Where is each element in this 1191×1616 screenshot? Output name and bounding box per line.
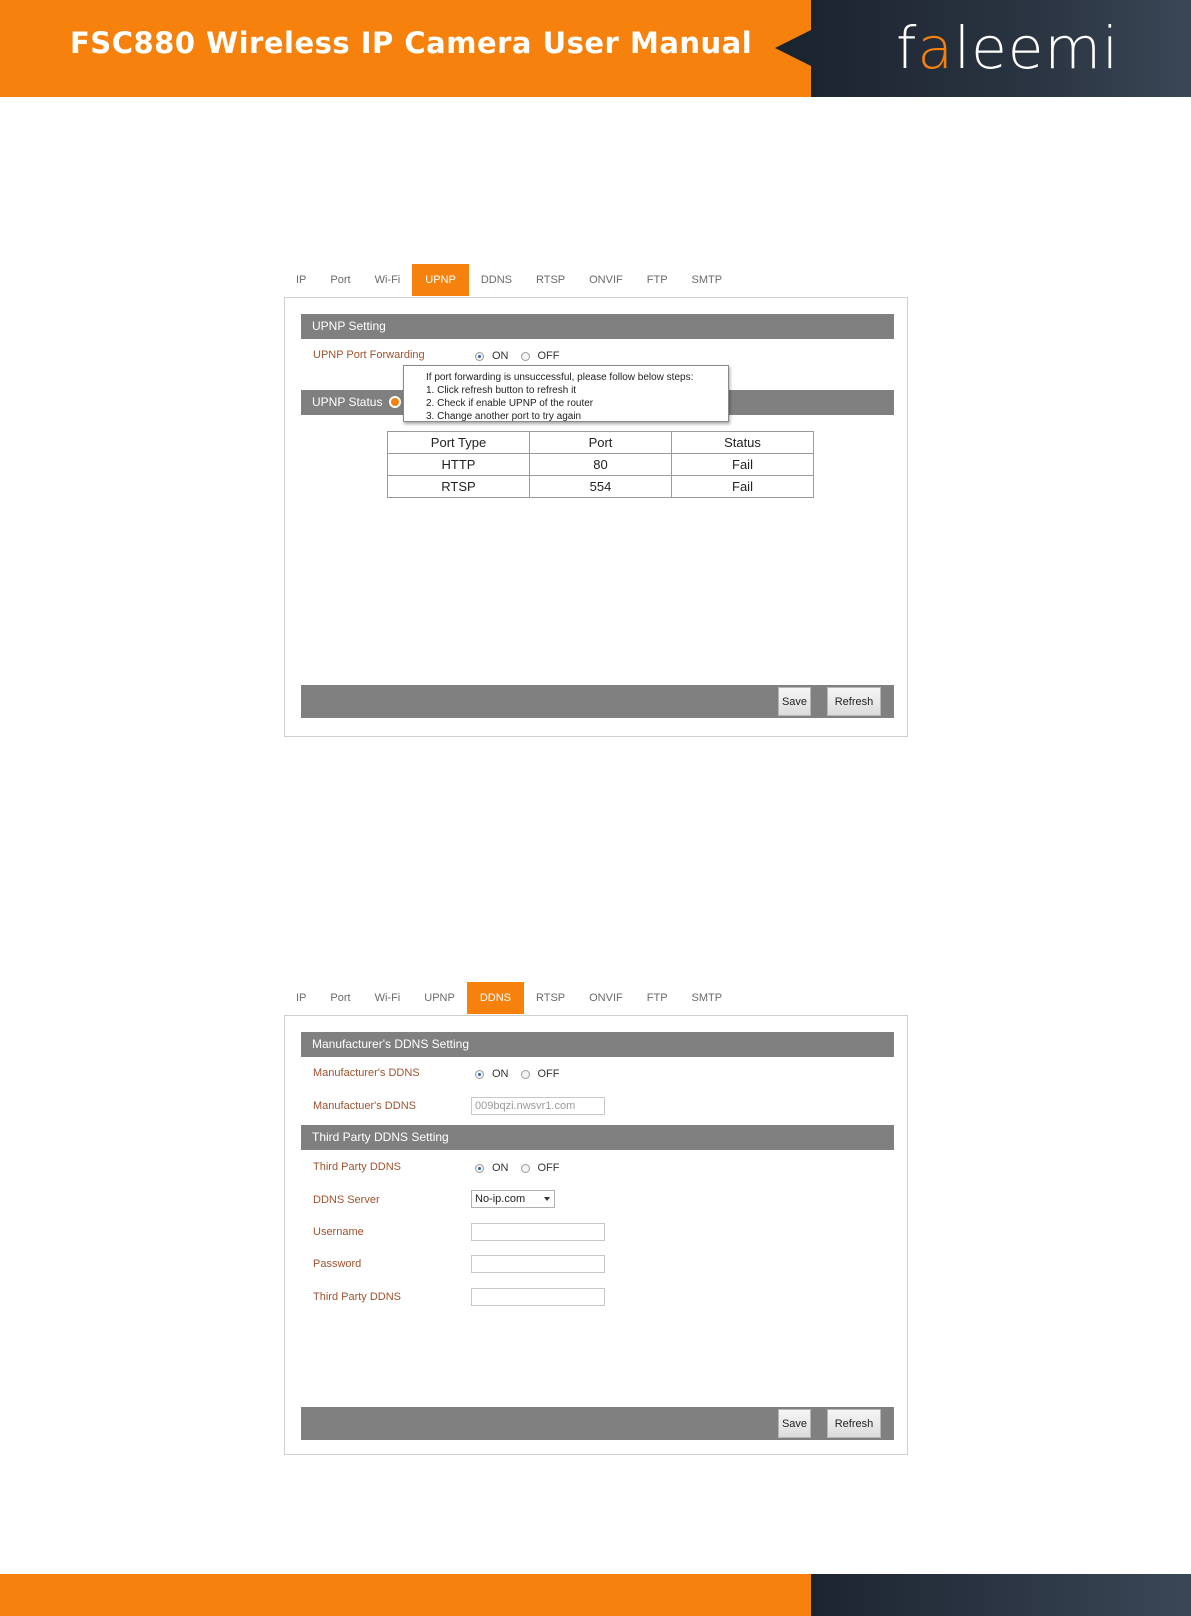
table-header-row [388,432,814,454]
tab-wifi[interactable]: Wi-Fi [374,992,401,1004]
upnp-port-forwarding-label: UPNP Port Forwarding [313,349,425,361]
tooltip-line: 2. Check if enable UPNP of the router [426,398,594,409]
tab-port[interactable]: Port [330,992,351,1004]
faleemi-logo [896,14,1119,82]
tab-upnp[interactable]: UPNP [412,264,469,296]
tab-ip[interactable]: IP [296,274,307,286]
upnp-forwarding-on-label: ON [492,350,509,362]
tab-ddns[interactable]: DDNS [480,274,512,286]
upnp-status-header: UPNP Status [301,390,894,415]
third-party-ddns-off-radio[interactable] [521,1164,530,1173]
ddns-settings-panel [284,1015,908,1455]
refresh-button[interactable]: Refresh [827,687,881,716]
password-label: Password [313,1258,362,1270]
table-cell: RTSP [388,476,530,498]
upnp-settings-panel [284,297,908,737]
manufacturer-ddns-address-label: Manufactuer's DDNS [313,1100,416,1112]
upnp-action-bar [301,685,894,718]
ddns-server-select[interactable] [471,1190,555,1208]
tooltip-line: 1. Click refresh button to refresh it [426,385,577,396]
column-header-port: Port [530,432,672,454]
manufacturer-ddns-label: Manufacturer's DDNS [313,1067,420,1079]
upnp-forwarding-off-radio[interactable] [521,352,530,361]
manufacturer-ddns-off-radio[interactable] [521,1070,530,1079]
manufacturer-ddns-off-label: OFF [537,1068,560,1080]
tab-rtsp[interactable]: RTSP [535,992,566,1004]
table-cell: Fail [672,454,814,476]
username-field[interactable] [471,1223,605,1241]
header-arrow-decoration [775,30,811,66]
tab-wifi[interactable]: Wi-Fi [374,274,401,286]
save-button[interactable]: Save [778,687,811,716]
table-cell: 554 [530,476,672,498]
upnp-forwarding-on-radio[interactable] [475,352,484,361]
table-cell: HTTP [388,454,530,476]
tab-smtp[interactable]: SMTP [691,274,723,286]
third-party-ddns-on-radio[interactable] [475,1164,484,1173]
help-icon[interactable] [389,396,401,408]
manufacturer-ddns-radio-group [475,1068,560,1080]
tab-ddns[interactable]: DDNS [467,982,524,1014]
tooltip-line: 3. Change another port to try again [426,411,582,422]
header-logo-area [811,0,1191,97]
upnp-forwarding-off-label: OFF [537,350,560,362]
tab-ip[interactable]: IP [296,992,307,1004]
tooltip-line: If port forwarding is unsuccessful, please follow below steps: [426,372,694,383]
column-header-status: Status [672,432,814,454]
third-party-ddns-off-label: OFF [537,1162,560,1174]
third-party-ddns-label: Third Party DDNS [313,1161,402,1173]
third-party-ddns-header: Third Party DDNS Setting [301,1125,894,1150]
upnp-forwarding-radio-group [475,350,560,362]
third-party-domain-field[interactable] [471,1288,605,1306]
password-field[interactable] [471,1255,605,1273]
upnp-status-table [387,431,814,498]
tab-onvif[interactable]: ONVIF [589,992,623,1004]
header-banner [0,0,811,97]
ddns-server-value: No-ip.com [475,1193,526,1205]
table-cell: 80 [530,454,672,476]
table-row [388,454,814,476]
manufacturer-ddns-on-label: ON [492,1068,509,1080]
upnp-help-tooltip [403,365,729,422]
footer-band [0,1574,811,1616]
username-label: Username [313,1226,364,1238]
third-party-domain-label: Third Party DDNS [313,1291,402,1303]
upnp-setting-header: UPNP Setting [301,314,894,339]
tab-rtsp[interactable]: RTSP [535,274,566,286]
chevron-down-icon [544,1197,550,1201]
logo-text-rest: leemi [953,14,1120,82]
tab-smtp[interactable]: SMTP [691,992,723,1004]
logo-letter-a: a [917,14,954,82]
table-cell: Fail [672,476,814,498]
third-party-ddns-on-label: ON [492,1162,509,1174]
settings-tabs-upnp [284,264,734,296]
footer-band-dark [811,1574,1191,1616]
tab-upnp[interactable]: UPNP [424,992,455,1004]
manual-title: FSC880 Wireless IP Camera User Manual [70,26,753,60]
manufacturer-ddns-address-field[interactable]: 009bqzi.nwsvr1.com [471,1097,605,1115]
ddns-action-bar [301,1407,894,1440]
ddns-server-label: DDNS Server [313,1194,380,1206]
settings-tabs-ddns [284,982,734,1014]
tab-port[interactable]: Port [330,274,351,286]
tab-ftp[interactable]: FTP [646,992,668,1004]
third-party-ddns-radio-group [475,1162,560,1174]
refresh-button[interactable]: Refresh [827,1409,881,1438]
manufacturer-ddns-header: Manufacturer's DDNS Setting [301,1032,894,1057]
table-row [388,476,814,498]
column-header-port-type: Port Type [388,432,530,454]
tab-onvif[interactable]: ONVIF [589,274,623,286]
tab-ftp[interactable]: FTP [646,274,668,286]
logo-letter-f: f [896,14,918,82]
manufacturer-ddns-on-radio[interactable] [475,1070,484,1079]
save-button[interactable]: Save [778,1409,811,1438]
